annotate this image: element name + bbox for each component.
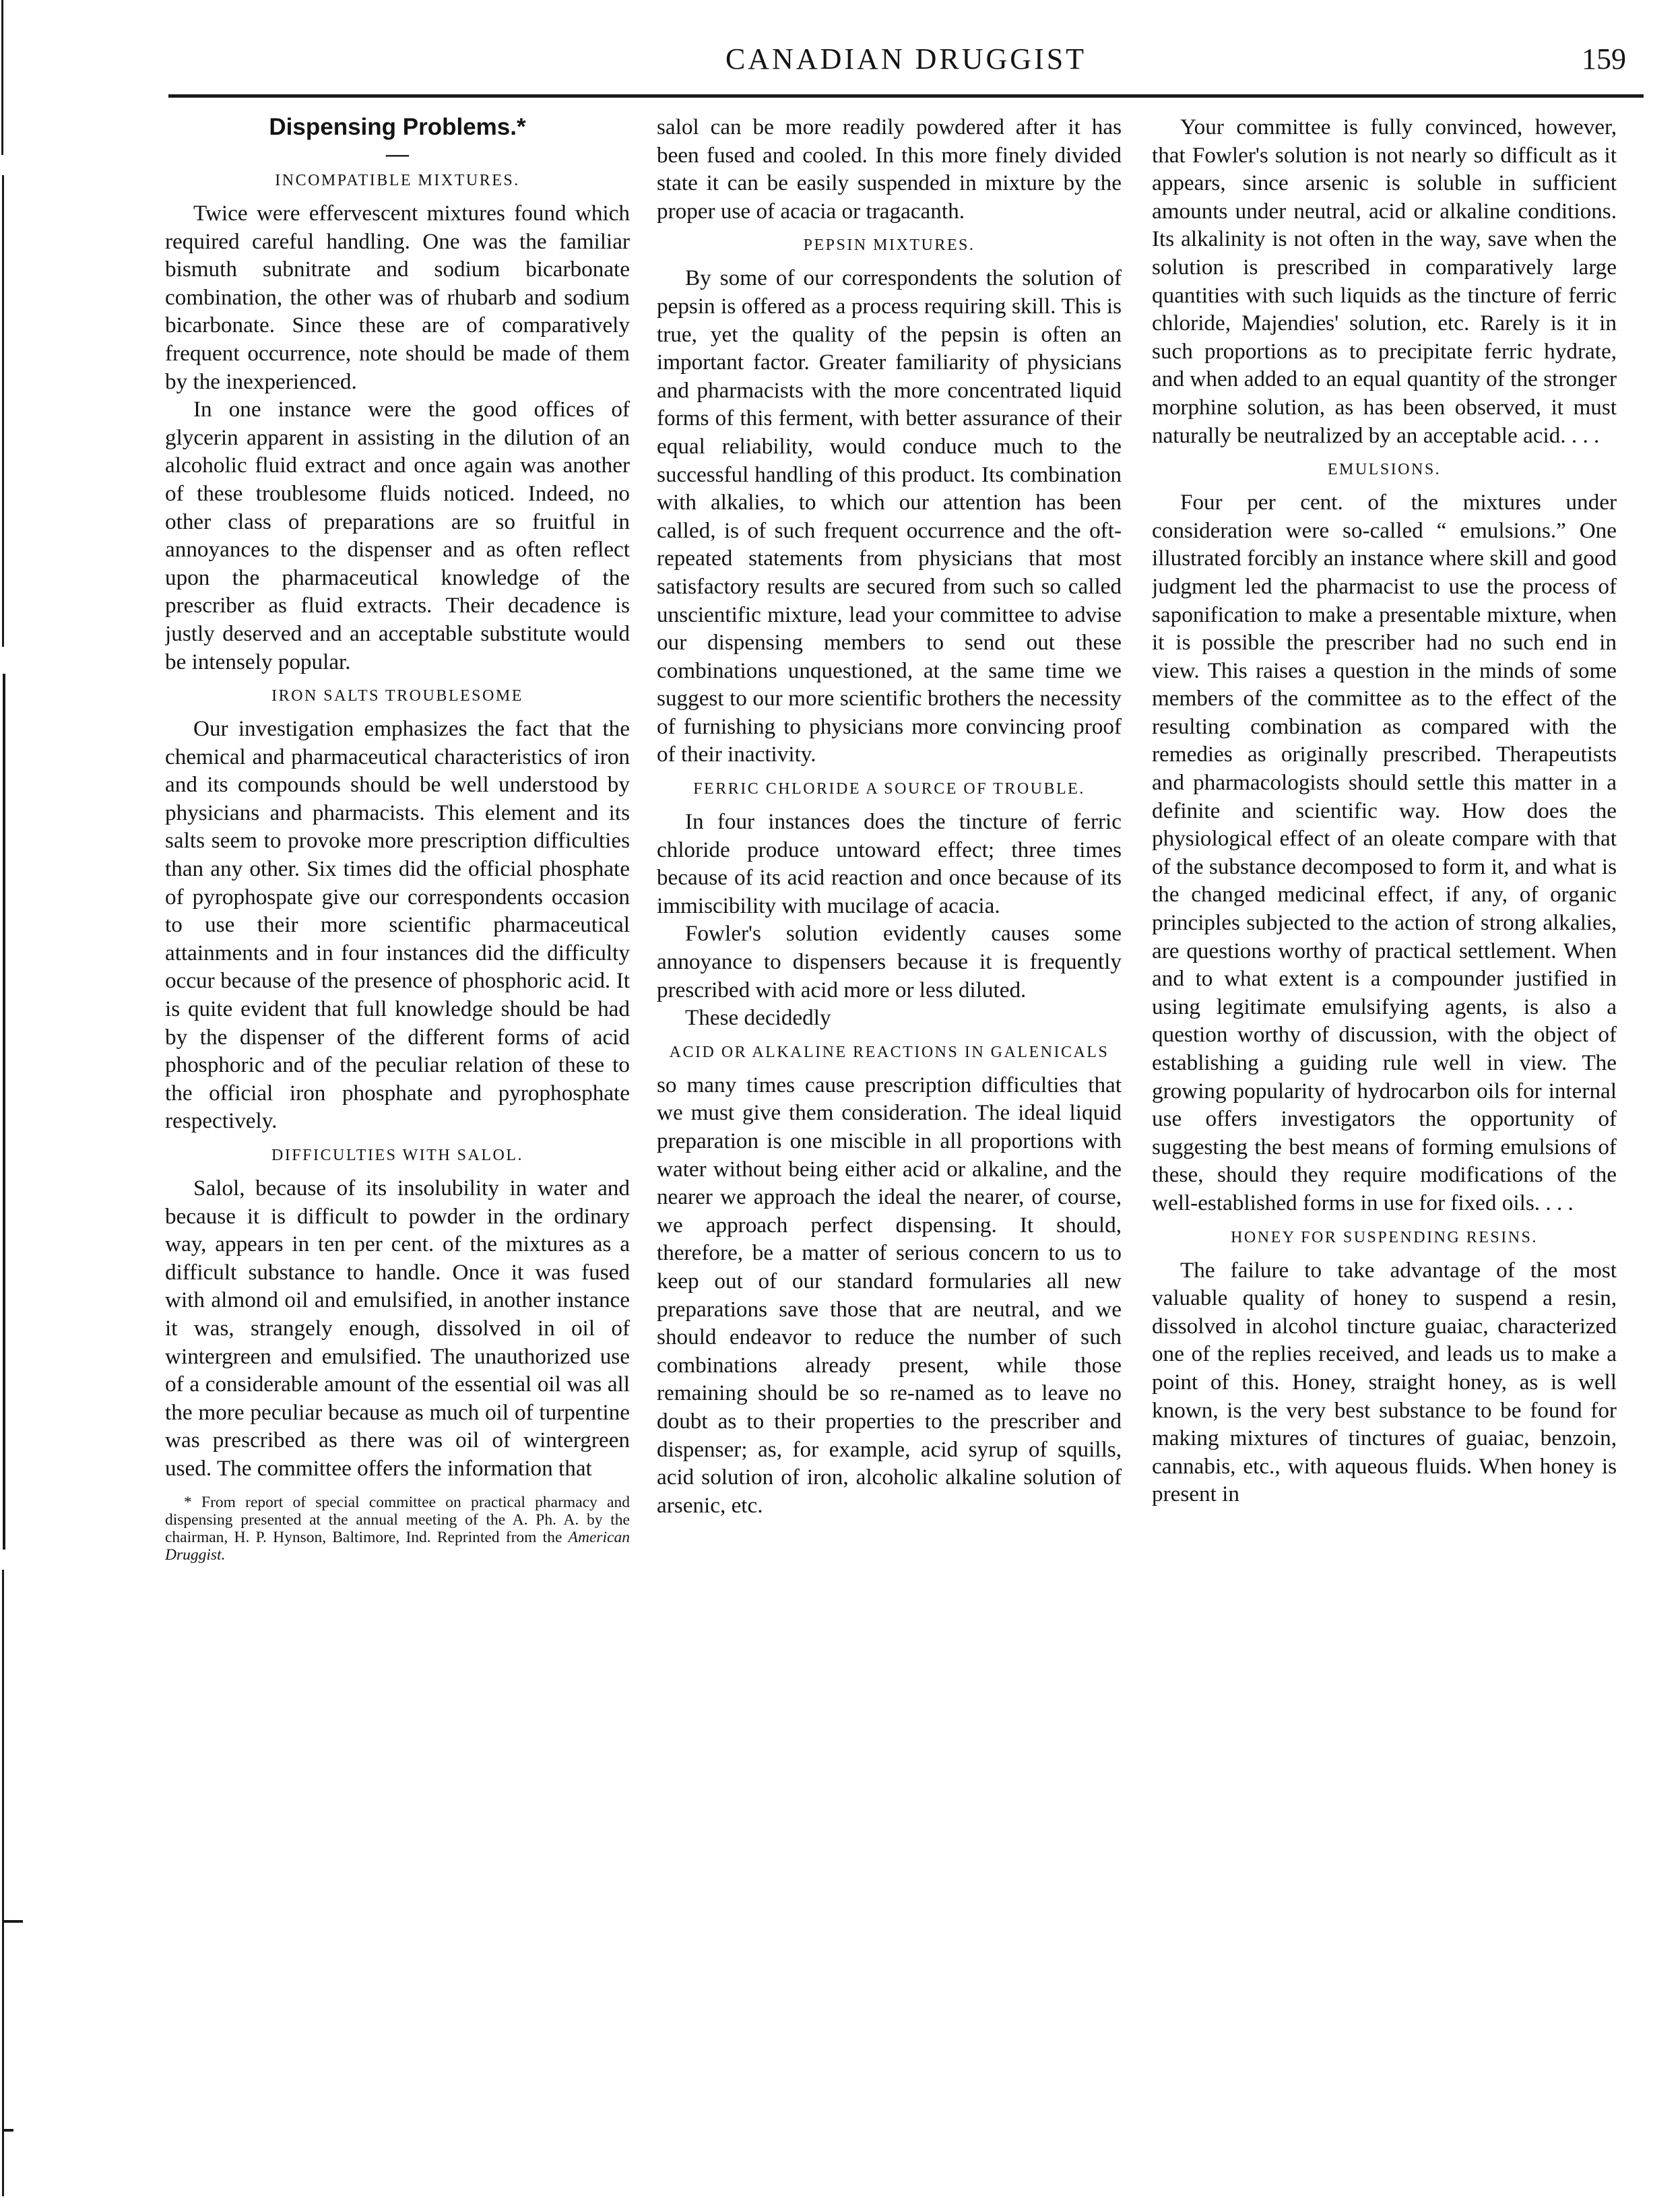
section-heading-incompatible-mixtures: INCOMPATIBLE MIXTURES. — [275, 172, 520, 189]
paragraph: The failure to take advantage of the most valuable quality of honey to suspend a resin, dissolved in alcohol tincture guaiac, characterized one of the replies received, and leads us to make a point of this. Honey, straight honey, as is well known, is the very best substance to be found for making mixtures of tinctures of guaiac, benzoin, cannabis, etc., with aqueous fluids. When honey is present in — [1152, 1257, 1617, 1507]
paragraph: By some of our correspondents the solution of pepsin is offered as a process requiring skill. This is true, yet the quality of the pepsin is often an important factor. Greater familiarity of physicians and pharmacists with the more concentrated liquid forms of this ferment, with better assurance of their equal reliability, would conduce much to the successful handling of this product. Its combination with alkalies, to which our attention has been called, is of such frequent occurrence and the oft-repeated statements from physicians that most satisfactory results are secured from such so called unscientific mixture, lead your committee to advise our dispensing members to send out these combinations unquestioned, at the same time we suggest to our more scientific brothers the necessity of furnishing to physicians more convincing proof of their inactivity. — [657, 265, 1122, 767]
paragraph: Your committee is fully convinced, however, that Fowler's solution is not nearly so difficult as it appears, since arsenic is soluble in sufficient amounts under neutral, acid or alkaline conditions. Its alkalinity is not often in the way, save when the solution is prescribed in comparatively large quantities with such liquids as the tincture of ferric chloride, Majendies' solution, etc. Rarely is it in such proportions as to precipitate ferric hydrate, and when added to an equal quantity of the stronger morphine solution, as has been observed, it must naturally be neutralized by an acceptable acid. . . . — [1152, 115, 1617, 448]
paragraph: Our investigation emphasizes the fact that the chemical and pharmaceutical characteristics of iron and its compounds should be well understood by physicians and pharmacists. This element and its salts seem to provoke more prescription difficulties than any other. Six times did the official phosphate of pyrophospate give our correspondents occasion to use their more scientific pharmaceutical attainments and in four instances did the difficulty occur because of the presence of phosphoric acid. It is quite evident that full knowledge should be had by the dispenser of the different forms of acid phosphoric and of the peculiar relation of these to the official iron phosphate and pyrophosphate respectively. — [165, 716, 630, 1134]
article-title: Dispensing Problems.* — [269, 114, 526, 140]
column-2 — [657, 113, 1122, 2175]
title-dash: — — [386, 141, 409, 166]
paragraph: Fowler's solution evidently causes some annoyance to dispensers because it is frequently prescribed with acid more or less diluted. — [657, 921, 1122, 1002]
section-heading-pepsin-mixtures: PEPSIN MIXTURES. — [803, 236, 975, 255]
column-1 — [165, 113, 630, 2175]
footnote-source: American Druggist. — [165, 1528, 630, 1564]
section-heading-ferric-chloride: FERRIC CHLORIDE A SOURCE OF TROUBLE. — [693, 780, 1085, 798]
paragraph: Four per cent. of the mixtures under consideration were so-called “ emulsions.” One illustrated forcibly an instance where skill and good judgment led the pharmacist to use the process of saponification to make a presentable mixture, when it is possible the prescriber had no such end in view. This raises a question in the minds of some members of the committee as to the effect of the resulting combination as compared with the remedies as originally prescribed. Therapeutists and pharmacologists should settle this matter in a definite and scientific way. How does the physiological effect of an oleate compare with that of the substance decomposed to form it, and what is the changed medicinal effect, if any, of organic principles subjected to the action of strong alkalies, are questions worthy of practical settlement. When and to what extent is a compounder justified in using legitimate emulsifying agents, is also a question worthy of discussion, with the object of establishing a guiding rule well in view. The growing popularity of hydrocarbon oils for internal use offers investigators the opportunity of suggesting the best means of forming emulsions of these, should they require modifications of the well-established forms in use for fixed oils. . . . — [1152, 490, 1617, 1215]
paragraph: In one instance were the good offices of glycerin apparent in assisting in the dilution of an alcoholic fluid extract and once again was another of these troublesome fluids noticed. Indeed, no other class of preparations are so fruitful in annoyances to the dispenser and as often reflect upon the pharmaceutical knowledge of the prescriber as fluid extracts. Their decadence is justly deserved and an acceptable substitute would be intensely popular. — [165, 397, 630, 674]
page-header — [168, 42, 1644, 93]
running-title: CANADIAN DRUGGIST — [725, 42, 1087, 75]
section-heading-iron-salts: IRON SALTS TROUBLESOME — [271, 687, 523, 705]
paragraph: salol can be more readily powdered after it has been fused and cooled. In this more finely divided state it can be easily suspended in mixture by the proper use of acacia or tragacanth. — [657, 115, 1122, 224]
paragraph: Twice were effervescent mixtures found which required careful handling. One was the familiar bismuth subnitrate and sodium bicarbonate combination, the other was of rhubarb and sodium bicarbonate. Since these are of comparatively frequent occurrence, note should be made of them by the inexperienced. — [165, 201, 630, 394]
paragraph: In four instances does the tincture of ferric chloride produce untoward effect; three times because of its acid reaction and once because of its immiscibility with mucilage of acacia. — [657, 809, 1122, 918]
paragraph: These decidedly — [685, 1005, 831, 1031]
column-3 — [1152, 113, 1617, 2175]
header-rule — [168, 94, 1644, 98]
paragraph: so many times cause prescription difficulties that we must give them consideration. The ideal liquid preparation is one miscible in all proportions with water without being either acid or alkaline, and the nearer we approach the ideal the nearer, of course, we approach perfect dispensing. It should, therefore, be a matter of serious concern to us to keep out of our standard formularies all new preparations save those that are neutral, and we should endeavor to reduce the number of such combinations already present, while those remaining should be so re-named as to leave no doubt as to their properties to the prescriber and dispenser; as, for example, acid syrup of squills, acid solution of iron, alcoholic alkaline solution of arsenic, etc. — [657, 1072, 1122, 1518]
section-heading-emulsions: EMULSIONS. — [1327, 461, 1442, 479]
section-heading-acid-alkaline: ACID OR ALKALINE REACTIONS IN GALENICALS — [669, 1043, 1109, 1061]
paragraph: Salol, because of its insolubility in water and because it is difficult to powder in the ordinary way, appears in ten per cent. of the mixtures as a difficult substance to handle. Once it was fused with almond oil and emulsified, in another instance it was, strangely enough, dissolved in oil of wintergreen and emulsified. The unauthorized use of a considerable amount of the essential oil was all the more peculiar because as much oil of turpentine was prescribed as there was oil of wintergreen used. The committee offers the information that — [165, 1176, 630, 1481]
footnote-text: * From report of special committee on practical pharmacy and dispensing presented at the annual meeting of the A. Ph. A. by the chairman, H. P. Hynson, Baltimore, Ind. Reprinted from the — [165, 1493, 630, 1546]
section-heading-salol: DIFFICULTIES WITH SALOL. — [271, 1147, 523, 1164]
section-heading-honey: HONEY FOR SUSPENDING RESINS. — [1231, 1228, 1538, 1246]
scan-left-edge — [0, 0, 27, 2201]
footnote — [165, 1494, 630, 1564]
page-number: 159 — [1582, 42, 1626, 75]
